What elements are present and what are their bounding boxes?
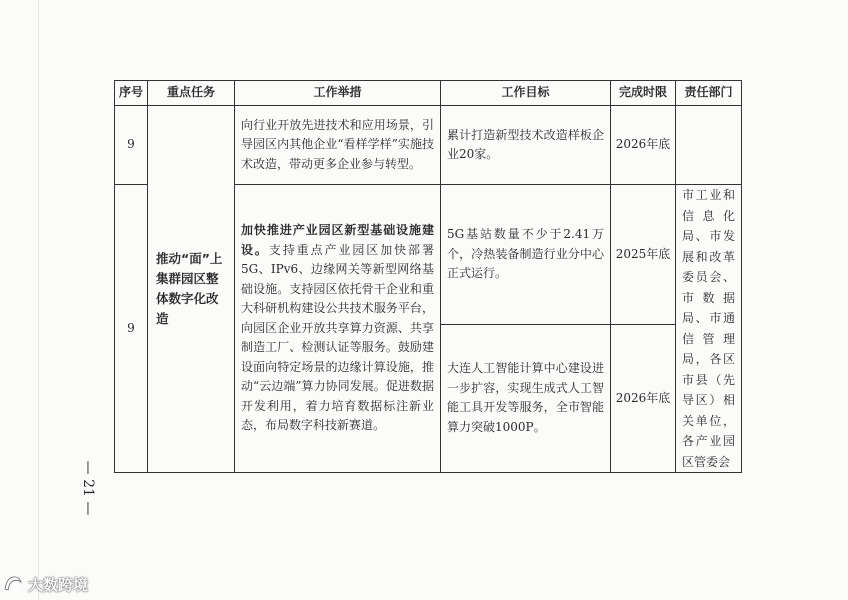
measure-heading: 加快推进产业园区新型基础设施建设。 bbox=[241, 223, 434, 257]
header-seq: 序号 bbox=[115, 81, 148, 106]
row1-dept bbox=[676, 106, 742, 185]
table-header-row bbox=[115, 81, 742, 106]
table-row bbox=[115, 106, 742, 185]
row1-goal: 累计打造新型技术改造样板企业20家。 bbox=[441, 106, 611, 185]
task-table bbox=[114, 80, 742, 473]
task-cell: 推动“面”上集群园区整体数字化改造 bbox=[148, 106, 235, 473]
row2-deadline-a: 2025年底 bbox=[611, 185, 676, 325]
measure-body: 支持重点产业园区加快部署5G、IPv6、边缘网关等新型网络基础设施。支持园区依托骨干企业和重大科研机构建设公共技术服务平台，向园区企业开放共享算力资源、共享制造工厂、检测认证等服务。鼓励建设面向特定场景的边缘计算设施，推动“云边端”算力协同发展。促进数据开发利用，着力培育数据标注新业态，布局数字科技新赛道。 bbox=[241, 242, 434, 433]
row1-seq: 9 bbox=[115, 106, 148, 185]
row2-deadline-b: 2026年底 bbox=[611, 324, 676, 472]
page-edge bbox=[38, 0, 39, 600]
header-goal: 工作目标 bbox=[441, 81, 611, 106]
row2-measure bbox=[235, 185, 441, 473]
row2-goal-b: 大连人工智能计算中心建设进一步扩容，实现生成式人工智能工具开发等服务，全市智能算力突破1000P。 bbox=[441, 324, 611, 472]
row2-goal-a: 5G基站数量不少于2.41万个，冷热装备制造行业分中心正式运行。 bbox=[441, 185, 611, 325]
header-task: 重点任务 bbox=[148, 81, 235, 106]
header-dept: 责任部门 bbox=[676, 81, 742, 106]
watermark bbox=[2, 572, 88, 596]
row2-seq: 9 bbox=[115, 185, 148, 473]
header-deadline: 完成时限 bbox=[611, 81, 676, 106]
row1-measure: 向行业开放先进技术和应用场景，引导园区内其他企业“看样学样”实施技术改造，带动更多企业参与转型。 bbox=[235, 106, 441, 185]
row1-deadline: 2026年底 bbox=[611, 106, 676, 185]
row2-dept: 市工业和信息化局、市发展和改革委员会、市数据局、市通信管理局，各区市县（先导区）相关单位，各产业园区管委会 bbox=[676, 185, 742, 473]
page-number: — 21 — bbox=[80, 460, 96, 516]
watermark-logo-icon bbox=[2, 574, 24, 594]
header-measure: 工作举措 bbox=[235, 81, 441, 106]
watermark-text: 大数跨境 bbox=[28, 575, 89, 594]
